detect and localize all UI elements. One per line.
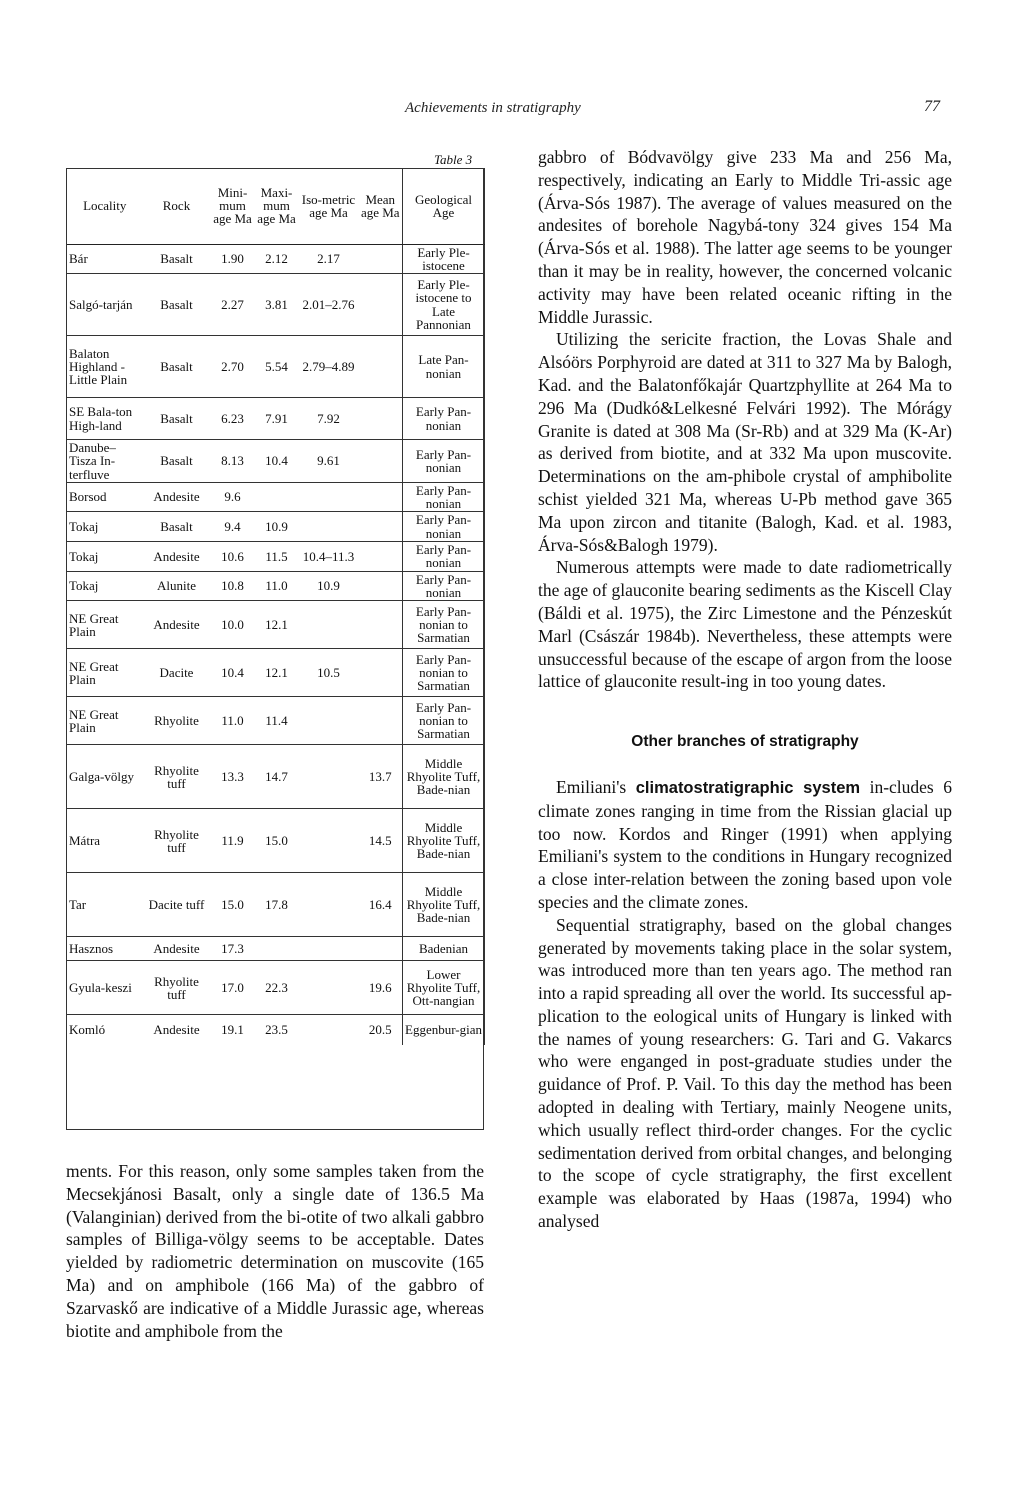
cell-geological-age: Lower Rhyolite Tuff, Ott-nangian [403,961,485,1015]
right-paragraph-1: gabbro of Bódvavölgy give 233 Ma and 256 Ma, respectively, indicating an Early to Middle Tri-assic age (Árva-Sós 1987). The average of values measured on the andesites of borehole Nagybá-tony 324 gives 154 Ma (Árva-Sós et al. 1988). The latter age seems to be younger than it may be in reality, however, the concerned volcanic activity may have been related oceanic rifting in the Middle Jurassic. [538,147,952,327]
right-paragraph-3: Numerous attempts were made to date radiometrically the age of glauconite bearing sediments as the Kiscell Clay (Báldi et al. 1975), the Zirc Limestone and the Pénzeskút Marl (Császár 1984b). Nevertheless, these attempts were unsuccessful because of the escape of argon from the loose lattice of glauconite result-ing in too young dates. [538,557,952,692]
cell-geological-age: Badenian [403,937,485,961]
cell-geological-age: Early Pan-nonian [403,482,485,512]
cell-geological-age: Late Pan-nonian [403,336,485,398]
cell-locality: Danube–Tisza In-terfluve [67,440,143,483]
table-row [67,541,485,571]
col-header-mean: Mean age Ma [359,168,403,244]
cell-locality: NE Great Plain [67,601,143,649]
table-row [67,745,485,809]
cell-locality: Galga-völgy [67,745,143,809]
cell-locality: NE Great Plain [67,649,143,697]
cell-mean-age: 20.5 [359,1015,403,1045]
cell-iso-age [299,482,359,512]
right-paragraph-2: Utilizing the sericite fraction, the Lovas Shale and Alsóörs Porphyroid are dated at 311 to 327 Ma by Balogh, Kad. and the Balatonfőkajár Quartzphyllite at 264 Ma to 296 Ma (Dudkó&Lelkesné Felvári 1992). The Mórágy Granite is dated at 308 Ma (Sr-Rb) and at 329 Ma (K-Ar) as derived from biotite, and at 332 Ma upon muscovite. Determinations on the am-phibole crystal of amphibolite schist yielded 321 Ma, whereas U-Pb method gave 365 Ma upon zircon and titanite (Balogh, Kad. et al. 1983, Árva-Sós&Balogh 1979). [538,329,952,555]
cell-geological-age: Early Pan-nonian to Sarmatian [403,601,485,649]
cell-geological-age: Early Pan-nonian [403,541,485,571]
cell-locality: Borsod [67,482,143,512]
cell-max-age: 11.4 [255,697,299,745]
cell-mean-age [359,937,403,961]
cell-min-age: 11.0 [211,697,255,745]
cell-min-age: 2.27 [211,274,255,336]
cell-rock: Basalt [143,512,211,542]
col-header-rock: Rock [143,168,211,244]
col-header-geological-age: Geological Age [403,168,485,244]
running-head: Achievements in stratigraphy [405,100,581,116]
cell-max-age [255,937,299,961]
cell-max-age: 10.9 [255,512,299,542]
cell-max-age: 3.81 [255,274,299,336]
cell-locality: NE Great Plain [67,697,143,745]
cell-mean-age [359,482,403,512]
cell-mean-age [359,274,403,336]
right-paragraph-4 [538,776,952,914]
cell-rock: Andesite [143,541,211,571]
age-table [66,168,485,1045]
cell-mean-age: 16.4 [359,873,403,937]
table-row [67,809,485,873]
left-column [66,1160,484,1342]
table-caption: Table 3 [434,152,473,167]
cell-geological-age: Middle Rhyolite Tuff, Bade-nian [403,809,485,873]
cell-iso-age: 10.5 [299,649,359,697]
table-row [67,244,485,274]
table-row [67,512,485,542]
cell-rock: Basalt [143,274,211,336]
cell-mean-age: 14.5 [359,809,403,873]
cell-locality: Tokaj [67,512,143,542]
cell-min-age: 9.4 [211,512,255,542]
col-header-max: Maxi-mum age Ma [255,168,299,244]
table-row [67,482,485,512]
cell-mean-age [359,649,403,697]
col-header-min: Mini-mum age Ma [211,168,255,244]
cell-locality: Balaton Highland -Little Plain [67,336,143,398]
cell-rock: Rhyolite tuff [143,961,211,1015]
cell-mean-age [359,440,403,483]
cell-rock: Basalt [143,398,211,440]
cell-mean-age [359,398,403,440]
cell-iso-age [299,697,359,745]
table-row [67,601,485,649]
col-header-locality: Locality [67,168,143,244]
cell-min-age: 19.1 [211,1015,255,1045]
cell-iso-age [299,601,359,649]
table-row [67,398,485,440]
cell-rock: Andesite [143,482,211,512]
cell-geological-age: Middle Rhyolite Tuff, Bade-nian [403,873,485,937]
cell-iso-age [299,873,359,937]
cell-locality: Gyula-keszi [67,961,143,1015]
cell-min-age: 17.3 [211,937,255,961]
table-row [67,649,485,697]
cell-rock: Andesite [143,601,211,649]
cell-max-age: 11.0 [255,571,299,601]
table-header-row [67,168,485,244]
cell-geological-age: Early Pan-nonian [403,398,485,440]
cell-rock: Andesite [143,937,211,961]
section-heading: Other branches of stratigraphy [631,733,859,751]
cell-mean-age [359,571,403,601]
cell-mean-age: 13.7 [359,745,403,809]
cell-max-age: 2.12 [255,244,299,274]
cell-iso-age [299,937,359,961]
table-row [67,697,485,745]
cell-min-age: 17.0 [211,961,255,1015]
cell-locality: Tokaj [67,571,143,601]
cell-locality: Komló [67,1015,143,1045]
cell-rock: Basalt [143,336,211,398]
cell-iso-age: 10.9 [299,571,359,601]
cell-min-age: 13.3 [211,745,255,809]
p4-keyword: climatostratigraphic system [635,778,861,797]
cell-mean-age [359,336,403,398]
cell-min-age: 10.8 [211,571,255,601]
cell-min-age: 11.9 [211,809,255,873]
cell-max-age: 14.7 [255,745,299,809]
cell-locality: Hasznos [67,937,143,961]
cell-rock: Alunite [143,571,211,601]
cell-max-age: 5.54 [255,336,299,398]
cell-iso-age: 10.4–11.3 [299,541,359,571]
cell-mean-age [359,697,403,745]
table-row [67,336,485,398]
cell-max-age: 12.1 [255,649,299,697]
cell-min-age: 2.70 [211,336,255,398]
cell-max-age: 15.0 [255,809,299,873]
cell-max-age [255,482,299,512]
cell-mean-age [359,541,403,571]
left-paragraph: ments. For this reason, only some samples taken from the Mecsekjánosi Basalt, only a single date of 136.5 Ma (Valanginian) derived from the bi-otite of two alkali gabbro samples of Billiga-völgy seems to be acceptable. Dates yielded by radiometric determination on muscovite (165 Ma) and on amphibole (166 Ma) of the gabbro of Szarvaskő are indicative of a Middle Jurassic age, whereas biotite and amphibole from the [66,1161,484,1341]
cell-locality: Bár [67,244,143,274]
cell-iso-age: 9.61 [299,440,359,483]
cell-mean-age [359,601,403,649]
cell-locality: Tokaj [67,541,143,571]
cell-rock: Basalt [143,440,211,483]
cell-iso-age [299,1015,359,1045]
table-row [67,873,485,937]
cell-min-age: 9.6 [211,482,255,512]
cell-rock: Dacite [143,649,211,697]
cell-rock: Rhyolite tuff [143,745,211,809]
cell-min-age: 10.0 [211,601,255,649]
cell-locality: SE Bala-ton High-land [67,398,143,440]
right-column [538,146,952,1233]
cell-geological-age: Early Pan-nonian [403,512,485,542]
cell-locality: Mátra [67,809,143,873]
cell-mean-age [359,244,403,274]
cell-min-age: 10.4 [211,649,255,697]
cell-rock: Rhyolite tuff [143,809,211,873]
cell-min-age: 15.0 [211,873,255,937]
cell-min-age: 6.23 [211,398,255,440]
cell-iso-age: 2.17 [299,244,359,274]
cell-iso-age [299,512,359,542]
right-paragraph-5: Sequential stratigraphy, based on the global changes generated by movements taking place in the solar system, was introduced more than ten years ago. The method ran into a rapid spreading all over the world. Its successful ap-plication to the eological units of Hungary is linked with the names of young researchers: G. Tari and G. Vakarcs who were enganged in post-graduate studies under the guidance of Prof. P. Vail. To this day the method has been adopted in dealing with Tertiary, mainly Neogene units, which usually reflect third-order changes. For the cyclic sedimentation derived from orbital changes, and belonging to the scope of cycle stratigraphy, the first excellent example was elaborated by Haas (1987a, 1994) who analysed [538,914,952,1232]
cell-rock: Andesite [143,1015,211,1045]
cell-geological-age: Early Ple-istocene [403,244,485,274]
cell-rock: Rhyolite [143,697,211,745]
cell-iso-age: 2.01–2.76 [299,274,359,336]
cell-mean-age: 19.6 [359,961,403,1015]
cell-max-age: 23.5 [255,1015,299,1045]
cell-locality: Salgó-tarján [67,274,143,336]
cell-geological-age: Early Pan-nonian to Sarmatian [403,649,485,697]
cell-iso-age [299,745,359,809]
cell-min-age: 10.6 [211,541,255,571]
p4-rest: in-cludes 6 climate zones ranging in time from the Rissian glacial up too now. Kordos and Ringer (1991) when applying Emiliani's system to the conditions in Hungary recognized a close inter-relation between the zoning based upon vole species and the climate zones. [538,776,952,912]
cell-max-age: 7.91 [255,398,299,440]
cell-geological-age: Middle Rhyolite Tuff, Bade-nian [403,745,485,809]
table-body [67,244,485,1045]
cell-locality: Tar [67,873,143,937]
p4-start: Emiliani's [556,776,636,797]
cell-iso-age [299,961,359,1015]
table-row [67,440,485,483]
page-number: 77 [924,98,940,115]
cell-min-age: 8.13 [211,440,255,483]
cell-geological-age: Early Pan-nonian [403,571,485,601]
cell-rock: Basalt [143,244,211,274]
cell-rock: Dacite tuff [143,873,211,937]
cell-max-age: 22.3 [255,961,299,1015]
cell-geological-age: Early Pan-nonian [403,440,485,483]
table-row [67,571,485,601]
cell-max-age: 17.8 [255,873,299,937]
cell-geological-age: Eggenbur-gian [403,1015,485,1045]
table-row [67,1015,485,1045]
cell-iso-age: 7.92 [299,398,359,440]
cell-min-age: 1.90 [211,244,255,274]
cell-iso-age: 2.79–4.89 [299,336,359,398]
table-row [67,274,485,336]
cell-geological-age: Early Ple-istocene to Late Pannonian [403,274,485,336]
table-row [67,961,485,1015]
cell-mean-age [359,512,403,542]
col-header-iso: Iso-metric age Ma [299,168,359,244]
cell-max-age: 11.5 [255,541,299,571]
cell-max-age: 10.4 [255,440,299,483]
cell-max-age: 12.1 [255,601,299,649]
cell-geological-age: Early Pan-nonian to Sarmatian [403,697,485,745]
cell-iso-age [299,809,359,873]
table-row [67,937,485,961]
